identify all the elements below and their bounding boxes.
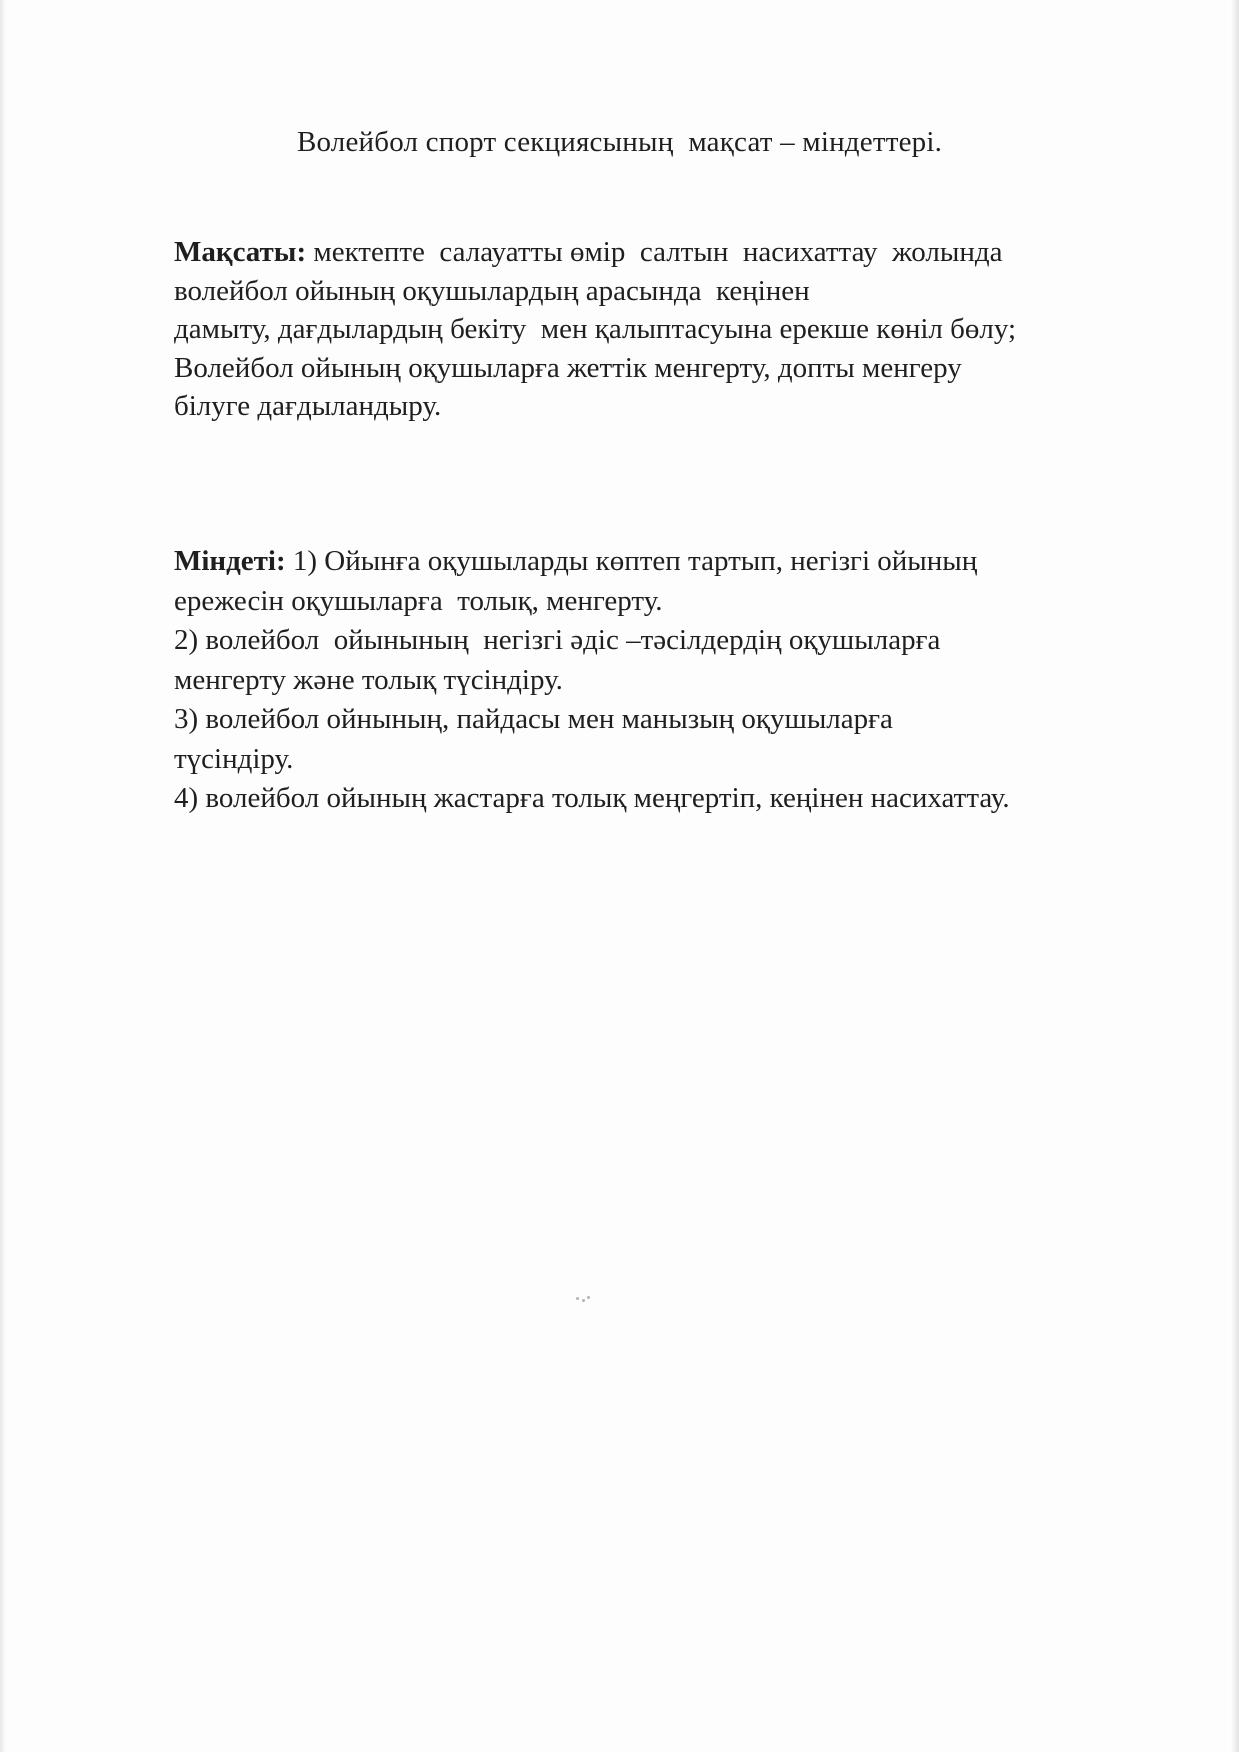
tasks-line-3: 2) волейбол ойынының негізгі әдіс –тәсілдердің оқушыларға bbox=[174, 624, 941, 656]
goal-line-5: білуге дағдыландыру. bbox=[174, 390, 442, 422]
goal-label: Мақсаты: bbox=[174, 236, 307, 268]
tasks-line-1 bbox=[174, 542, 1184, 582]
tasks-line-5: 3) волейбол ойнының, пайдасы мен манызың оқушыларға bbox=[174, 703, 893, 735]
tasks-line-7: 4) волейбол ойының жастарға толық меңгертіп, кеңінен насихаттау. bbox=[174, 782, 1010, 814]
goal-line-3: дамыту, дағдылардың бекіту мен қалыптасуына ерекше көніл бөлу; bbox=[174, 313, 1017, 345]
tasks-label: Міндеті: bbox=[174, 545, 286, 577]
scan-speck bbox=[576, 1296, 590, 1302]
tasks-line-4: менгерту және толық түсіндіру. bbox=[174, 663, 563, 696]
goal-line-4: Волейбол ойының оқушыларға жеттік менгерту, допты менгеру bbox=[174, 351, 962, 384]
tasks-text-1: 1) Ойынға оқушыларды көптеп тартып, негізгі ойының bbox=[285, 545, 978, 577]
goal-line-1 bbox=[174, 233, 1184, 272]
goal-text-1: мектепте салауатты өмір салтын насихаттау жолында bbox=[306, 236, 1003, 268]
goal-section bbox=[174, 233, 1184, 426]
scan-edge-right bbox=[1231, 0, 1239, 1752]
tasks-section bbox=[174, 542, 1184, 819]
goal-line-2: волейбол ойының оқушылардың арасында кеңінен bbox=[174, 274, 810, 307]
tasks-line-6: түсіндіру. bbox=[174, 742, 294, 775]
document-title: Волейбол спорт секциясының мақсат – міндеттері. bbox=[296, 126, 943, 158]
scan-edge-left bbox=[0, 0, 6, 1752]
tasks-line-2: ережесін оқушыларға толық, менгерту. bbox=[174, 584, 663, 617]
